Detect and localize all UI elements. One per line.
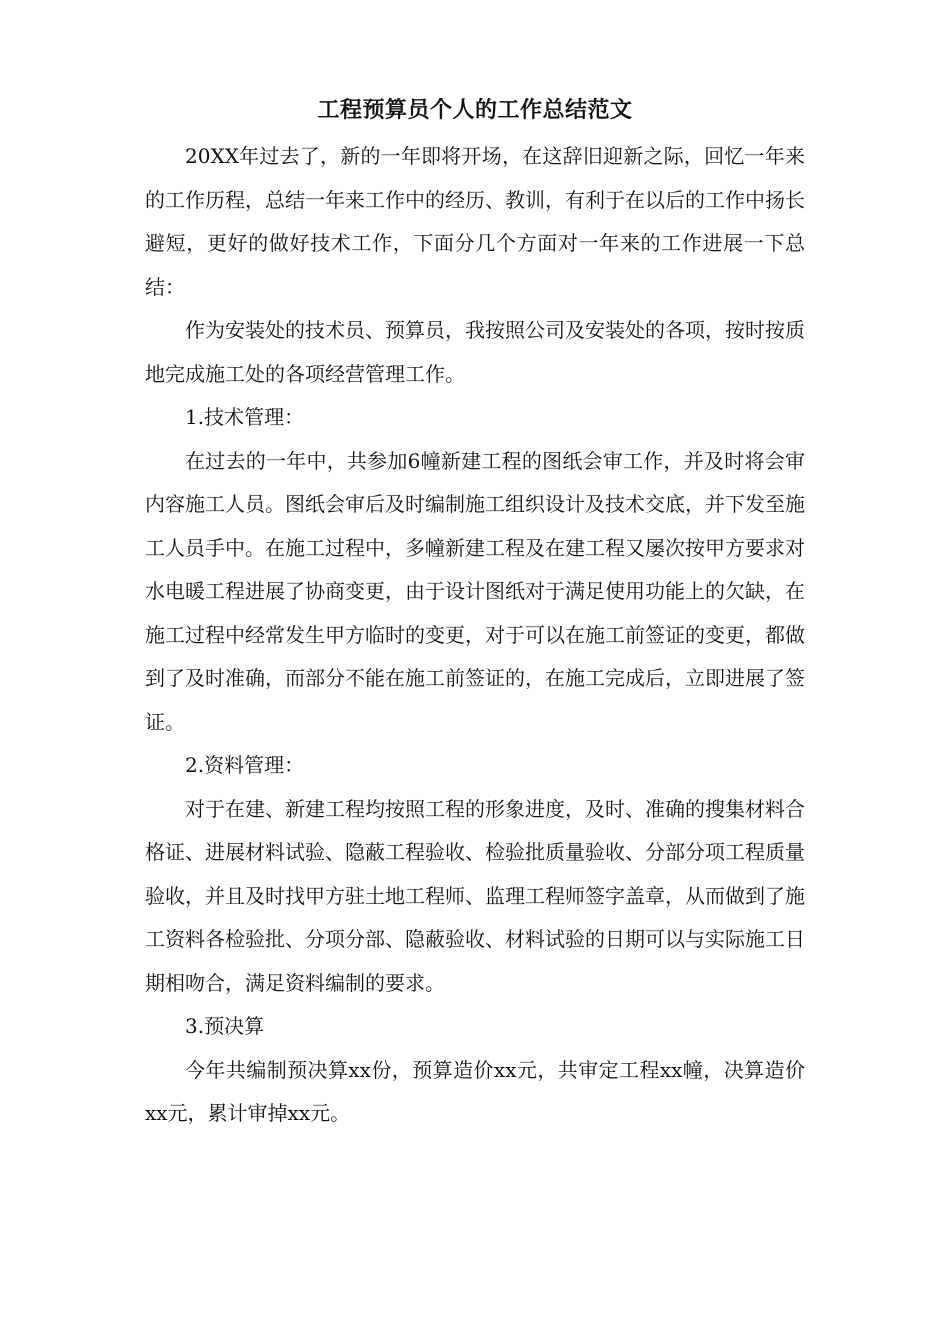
paragraph-technical: 在过去的一年中，共参加6幢新建工程的图纸会审工作，并及时将会审内容施工人员。图纸会审后及时编制施工组织设计及技术交底，并下发至施工人员手中。在施工过程中，多幢新建工程及在建工程又屡次按甲方要求对水电暖工程进展了协商变更，由于设计图纸对于满足使用功能上的欠缺，在施工过程中经常发生甲方临时的变更，对于可以在施工前签证的变更，都做到了及时准确，而部分不能在施工前签证的，在施工完成后，立即进展了签证。 bbox=[145, 448, 805, 734]
document-title: 工程预算员个人的工作总结范文 bbox=[317, 97, 633, 123]
paragraph-documents: 对于在建、新建工程均按照工程的形象进度，及时、准确的搜集材料合格证、进展材料试验、隐蔽工程验收、检验批质量验收、分部分项工程质量验收，并且及时找甲方驻土地工程师、监理工程师签字盖章，从而做到了施工资料各检验批、分项分部、隐蔽验收、材料试验的日期可以与实际施工日期相吻合，满足资料编制的要求。 bbox=[145, 796, 805, 995]
section-heading-documents: 2.资料管理： bbox=[185, 753, 305, 777]
paragraph-role: 作为安装处的技术员、预算员，我按照公司及安装处的各项，按时按质地完成施工处的各项经营管理工作。 bbox=[145, 318, 805, 386]
section-heading-technical: 1.技术管理： bbox=[185, 405, 305, 429]
document-body bbox=[145, 88, 805, 1136]
paragraph-budget: 今年共编制预决算xx份，预算造价xx元，共审定工程xx幢，决算造价xx元，累计审掉xx元。 bbox=[145, 1057, 805, 1125]
paragraph-intro: 20XX年过去了，新的一年即将开场，在这辞旧迎新之际，回忆一年来的工作历程，总结一年来工作中的经历、教训，有利于在以后的工作中扬长避短，更好的做好技术工作，下面分几个方面对一年来的工作进展一下总结： bbox=[145, 144, 805, 299]
section-heading-budget: 3.预决算 bbox=[185, 1014, 265, 1038]
